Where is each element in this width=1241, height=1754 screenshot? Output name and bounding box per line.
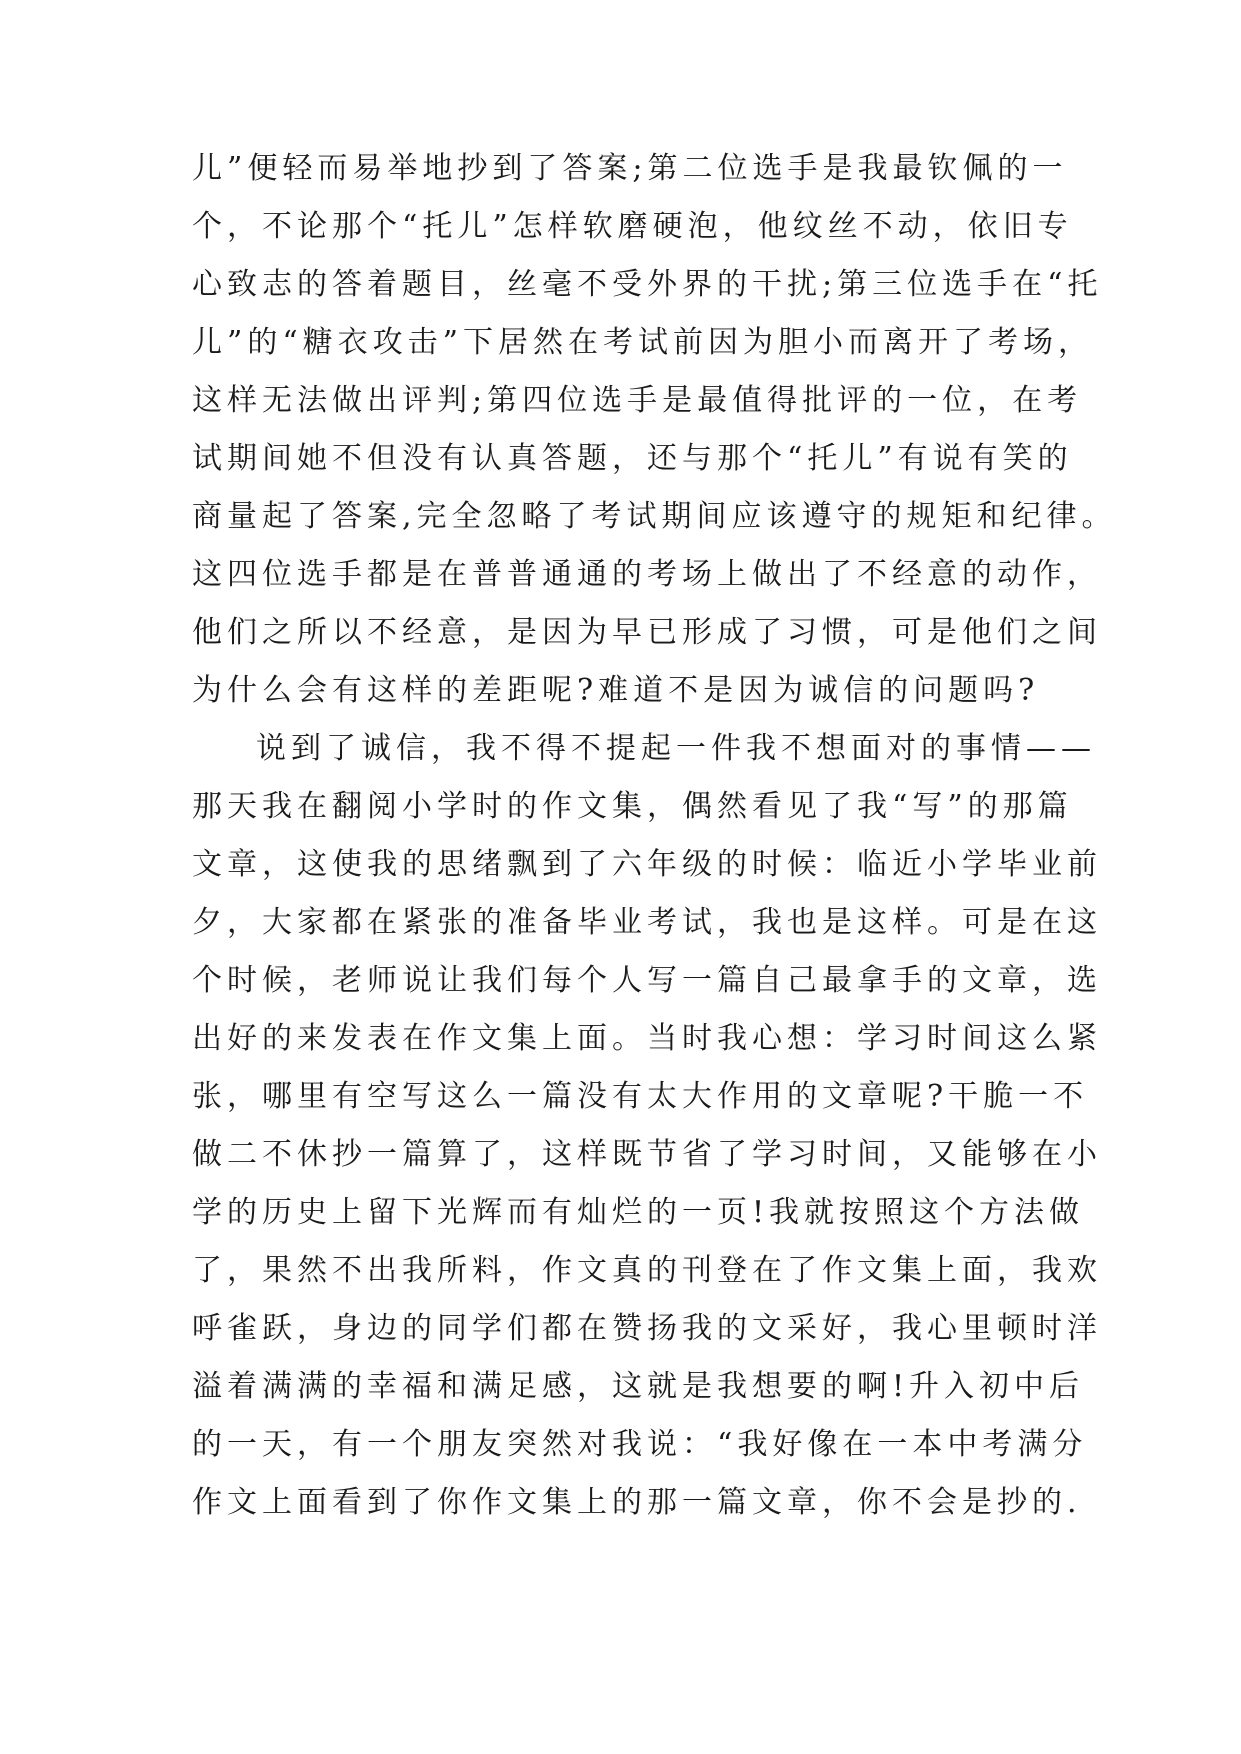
text-line: 试期间她不但没有认真答题，还与那个“托儿”有说有笑的 (192, 441, 1073, 476)
text-line: 为什么会有这样的差距呢?难道不是因为诚信的问题吗? (192, 673, 1040, 708)
text-line: 他们之所以不经意，是因为早已形成了习惯，可是他们之间 (192, 615, 1102, 650)
text-line: 出好的来发表在作文集上面。当时我心想：学习时间这么紧 (192, 1021, 1102, 1056)
text-line: 的一天，有一个朋友突然对我说：“我好像在一本中考满分 (192, 1427, 1088, 1462)
paragraph-continued (192, 140, 1117, 720)
text-line: 心致志的答着题目，丝毫不受外界的干扰;第三位选手在“托 (192, 267, 1103, 302)
text-line: 这四位选手都是在普普通通的考场上做出了不经意的动作， (192, 557, 1102, 592)
text-line: 个时候，老师说让我们每个人写一篇自己最拿手的文章，选 (192, 963, 1102, 998)
text-line: 那天我在翻阅小学时的作文集，偶然看见了我“写”的那篇 (192, 789, 1073, 824)
text-line: 呼雀跃，身边的同学们都在赞扬我的文采好，我心里顿时洋 (192, 1311, 1102, 1346)
text-line: 做二不休抄一篇算了，这样既节省了学习时间，又能够在小 (192, 1137, 1102, 1172)
text-line: 文章，这使我的思绪飘到了六年级的时候：临近小学毕业前 (192, 847, 1102, 882)
text-line: 个，不论那个“托儿”怎样软磨硬泡，他纹丝不动，依旧专 (192, 209, 1073, 244)
paragraph-honesty (192, 720, 1102, 1532)
text-line: 这样无法做出评判;第四位选手是最值得批评的一位，在考 (192, 383, 1083, 418)
text-line: 儿”的“糖衣攻击”下居然在考试前因为胆小而离开了考场， (192, 325, 1094, 360)
text-line: 儿”便轻而易举地抄到了答案;第二位选手是我最钦佩的一 (192, 151, 1068, 186)
text-line: 学的历史上留下光辉而有灿烂的一页!我就按照这个方法做 (192, 1195, 1085, 1230)
text-line: 商量起了答案,完全忽略了考试期间应该遵守的规矩和纪律。 (192, 499, 1117, 534)
text-line: 了，果然不出我所料，作文真的刊登在了作文集上面，我欢 (192, 1253, 1102, 1288)
text-line: 溢着满满的幸福和满足感，这就是我想要的啊!升入初中后 (192, 1369, 1085, 1404)
text-line: 作文上面看到了你作文集上的那一篇文章，你不会是抄的. (192, 1485, 1082, 1520)
text-line: 夕，大家都在紧张的准备毕业考试，我也是这样。可是在这 (192, 905, 1102, 940)
text-line-first: 说到了诚信，我不得不提起一件我不想面对的事情—— (256, 731, 1096, 766)
text-line: 张，哪里有空写这么一篇没有太大作用的文章呢?干脆一不 (192, 1079, 1089, 1114)
